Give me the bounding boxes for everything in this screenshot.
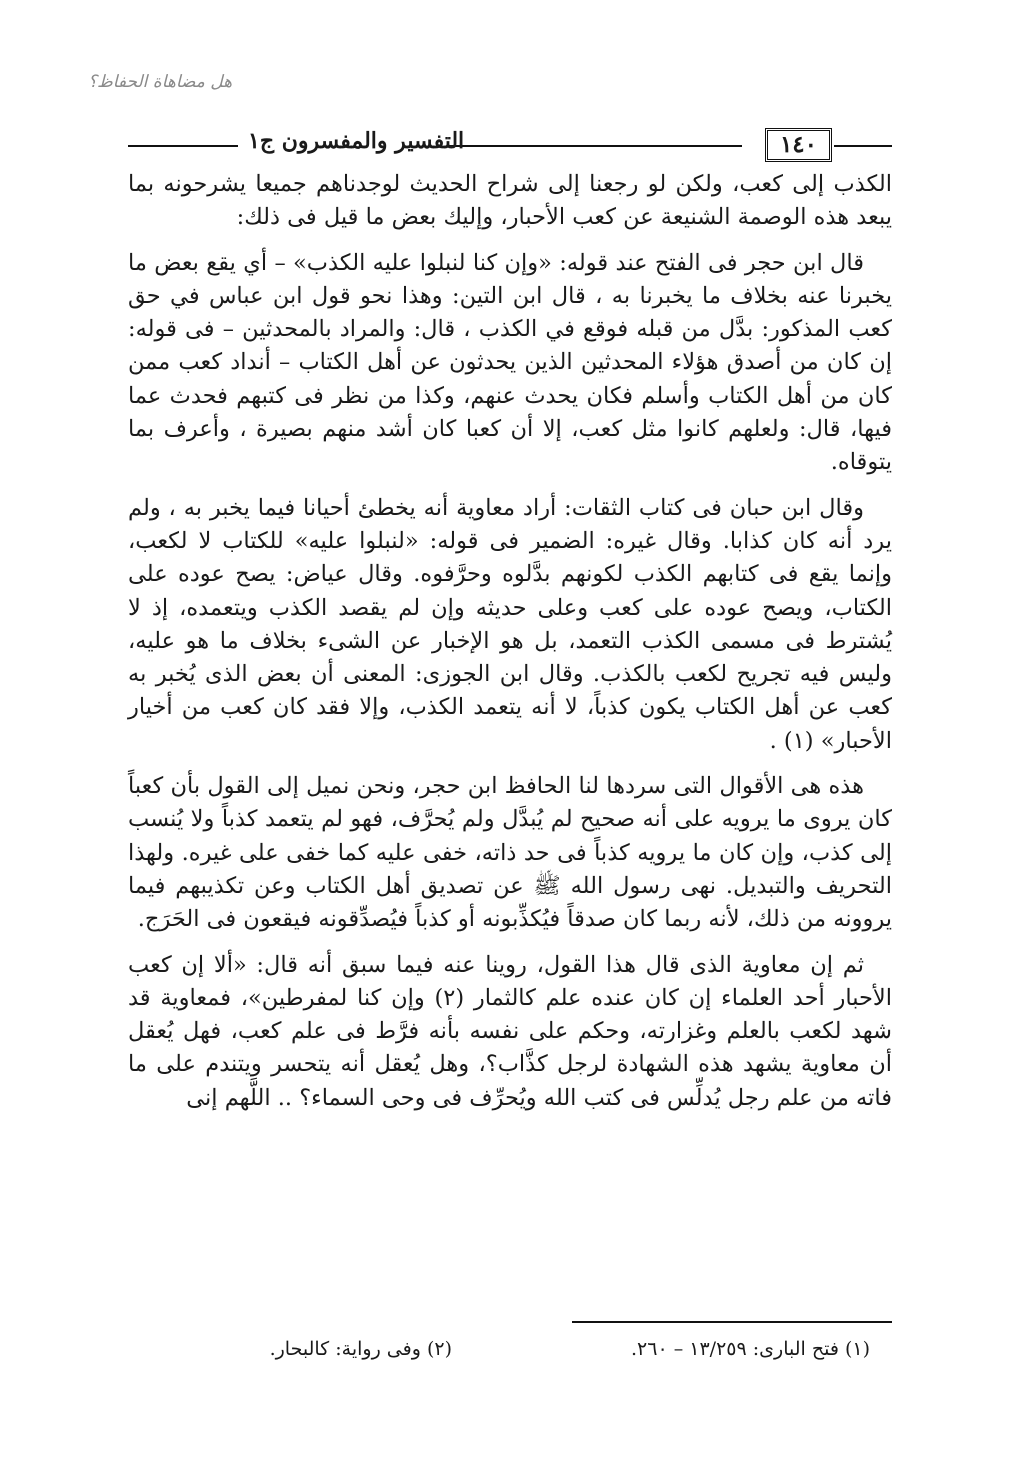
paragraph: ثم إن معاوية الذى قال هذا القول، روينا عنه فيما سبق أنه قال: «ألا إن كعب الأحبار أحد العلماء إن كان عنده علم كالثمار (٢) وإن كنا لمفرطين»، فمعاوية قد شهد لكعب بالعلم وغزارته، وحكم على نفسه بأنه فرَّط فى علم كعب، فهل يُعقل أن معاوية يشهد هذه الشهادة لرجل كذَّاب؟، وهل يُعقل أنه يتحسر ويتندم على ما فاته من علم رجل يُدلِّس فى كتب الله ويُحرِّف فى وحى السماء؟ .. اللَّهم إنى (128, 951, 892, 1111)
header-rule-left (128, 145, 238, 147)
paragraph: هذه هى الأقوال التى سردها لنا الحافظ ابن حجر، ونحن نميل إلى القول بأن كعباً كان يروى ما يرويه على أنه صحيح لم يُبدَّل ولم يُحرَّف، فهو لم يتعمد كذباً ولا يُنسب إلى كذب، وإن كان ما يرويه كذباً فى حد ذاته، خفى عليه كما خفى على غيره. ولهذا التحريف والتبديل. نهى رسول الله ﷺ عن تصديق أهل الكتاب وعن تكذيبهم فيما يروونه من ذلك، لأنه ربما كان صدقاً فيُكذِّبونه أو كذباً فيُصدِّقونه فيقعون فى الحَرَج. (128, 773, 892, 933)
footnote-1: (١) فتح البارى: ١٣/٢٥٩ – ٢٦٠. (631, 1338, 870, 1360)
main-text (128, 168, 892, 1127)
handwritten-margin-note: هل مضاهاة الحفاظ؟ (88, 72, 233, 92)
footnote-separator (572, 1321, 892, 1323)
paragraph: قال ابن حجر فى الفتح عند قوله: «وإن كنا لنبلوا عليه الكذب» – أي يقع بعض ما يخبرنا عنه بخلاف ما يخبرنا به ، قال ابن التين: وهذا نحو قول ابن عباس في حق كعب المذكور: بدَّل من قبله فوقع في الكذب ، قال: والمراد بالمحدثين – فى قوله: إن كان من أصدق هؤلاء المحدثين الذين يحدثون عن أهل الكتاب – أنداد كعب ممن كان من أهل الكتاب وأسلم فكان يحدث عنهم، وكذا من نظر فى كتبهم فحدث عما فيها، قال: ولعلهم كانوا مثل كعب، إلا أن كعبا كان أشد منهم بصيرة ، وأعرف بما يتوقاه. (128, 249, 892, 476)
paragraph: وقال ابن حبان فى كتاب الثقات: أراد معاوية أنه يخطئ أحيانا فيما يخبر به ، ولم يرد أنه كان كذابا. وقال غيره: الضمير فى قوله: «لنبلوا عليه» للكتاب لا لكعب، وإنما يقع فى كتابهم الكذب لكونهم بدَّلوه وحرَّفوه. وقال عياض: يصح عوده على الكتاب، ويصح عوده على كعب وعلى حديثه وإن لم يقصد الكذب ويتعمده، إذ لا يُشترط فى مسمى الكذب التعمد، بل هو الإخبار عن الشىء بخلاف ما هو عليه، وليس فيه تجريح لكعب بالكذب. وقال ابن الجوزى: المعنى أن بعض الذى يُخبر به كعب عن أهل الكتاب يكون كذباً، لا أنه يتعمد الكذب، وإلا فقد كان كعب من أخيار الأحبار» (١) . (128, 494, 892, 754)
running-title: التفسير والمفسرون ج١ (248, 128, 465, 154)
header-rule-right (834, 145, 892, 147)
page-header (128, 124, 892, 164)
header-rule-middle (448, 145, 742, 147)
footnote-2: (٢) وفى رواية: كالبحار. (269, 1338, 452, 1360)
page-number: ١٤٠ (765, 128, 832, 162)
paragraph: الكذب إلى كعب، ولكن لو رجعنا إلى شراح الحديث لوجدناهم جميعا يشرحونه بما يبعد هذه الوصمة الشنيعة عن كعب الأحبار، وإليك بعض ما قيل فى ذلك: (128, 171, 892, 231)
footnotes (128, 1332, 892, 1366)
